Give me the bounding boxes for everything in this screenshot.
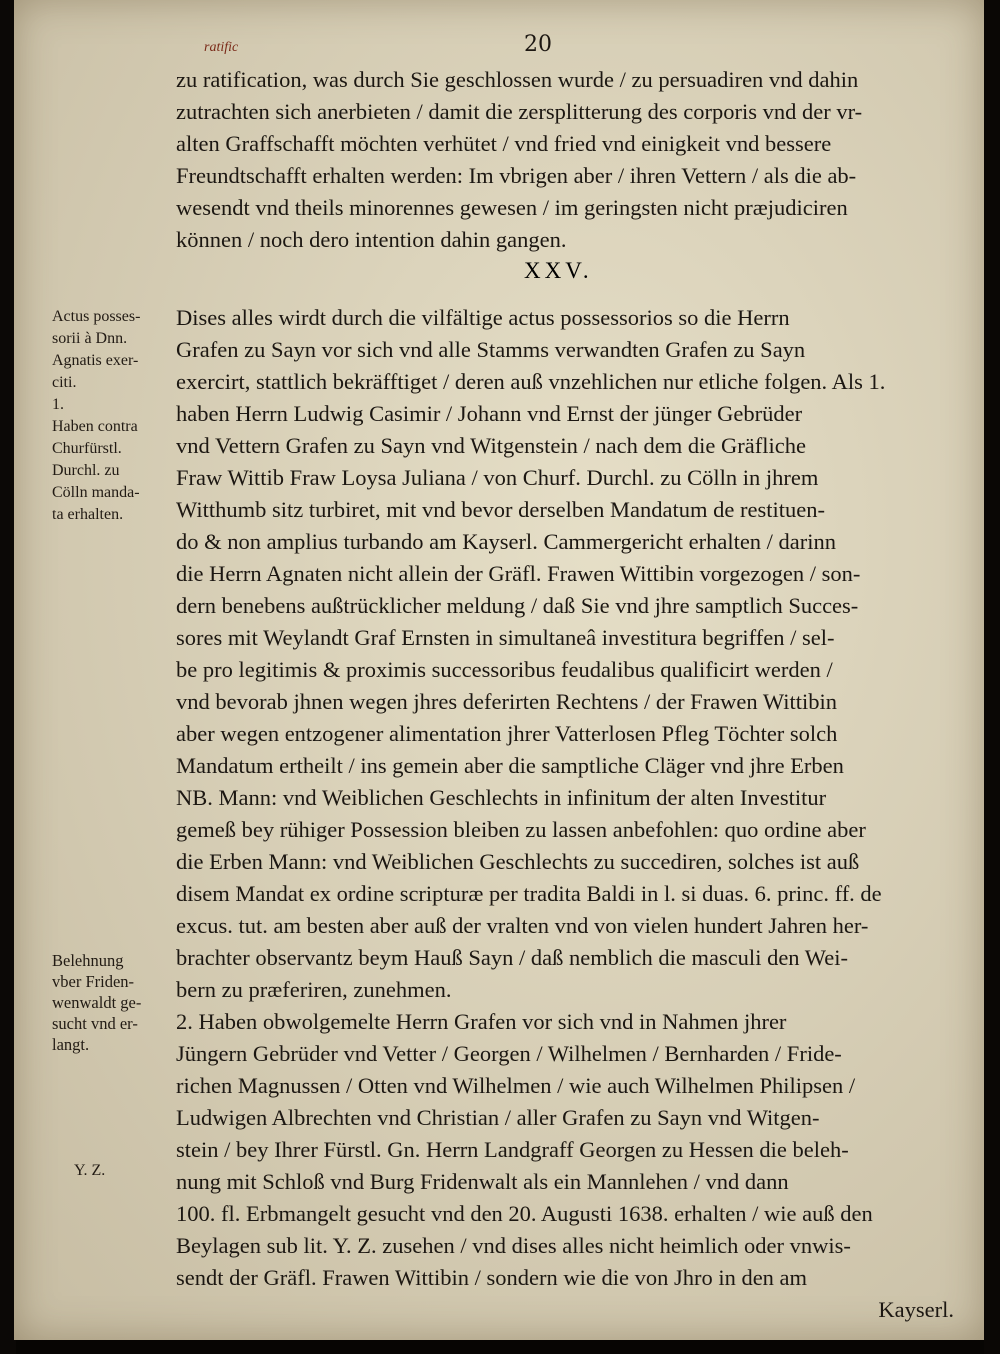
text-line: 2. Haben obwolgemelte Herrn Grafen vor sich vnd in Nahmen jhrer: [176, 1009, 787, 1034]
side-note-line: Agnatis exer-: [52, 352, 139, 369]
text-line: stein / bey Ihrer Fürstl. Gn. Herrn Landgraff Georgen zu Hessen die beleh-: [176, 1137, 849, 1162]
side-note-line: sorii à Dnn.: [52, 330, 128, 347]
book-page: [14, 0, 984, 1340]
text-line: 100. fl. Erbmangelt gesucht vnd den 20. Augusti 1638. erhalten / wie auß den: [176, 1201, 873, 1226]
section-heading: XXV.: [524, 258, 593, 283]
text-line: die Erben Mann: vnd Weiblichen Geschlechts zu succediren, solches ist auß: [176, 849, 860, 874]
text-line: be pro legitimis & proximis successoribus feudalibus qualificirt werden /: [176, 657, 833, 682]
side-note-line: Actus posses-: [52, 308, 141, 325]
text-line: Ludwigen Albrechten vnd Christian / aller Grafen zu Sayn vnd Witgen-: [176, 1105, 820, 1130]
text-line: disem Mandat ex ordine scripturæ per tradita Baldi in l. si duas. 6. princ. ff. de: [176, 881, 882, 906]
text-line: Jüngern Gebrüder vnd Vetter / Georgen / Wilhelmen / Bernharden / Fride-: [176, 1041, 842, 1066]
text-line: brachter observantz beym Hauß Sayn / daß nemblich die masculi den Wei-: [176, 945, 848, 970]
text-line: excus. tut. am besten aber auß der vralten vnd von vielen hundert Jahren her-: [176, 913, 869, 938]
text-line: aber wegen entzogener alimentation jhrer Vatterlosen Pfleg Töchter solch: [176, 721, 838, 746]
side-note-line: 1.: [52, 396, 64, 413]
text-line: exercirt, stattlich bekräfftiget / deren auß vnzehlichen nur etliche folgen. Als 1.: [176, 369, 886, 394]
side-note-actus: [52, 306, 140, 526]
text-line: gemeß bey rühiger Possession bleiben zu lassen anbefohlen: quo ordine aber: [176, 817, 866, 842]
handwritten-marginal-note: ratific: [204, 40, 239, 55]
text-line: do & non amplius turbando am Kayserl. Cammergericht erhalten / darinn: [176, 529, 837, 554]
text-line: zu ratification, was durch Sie geschlossen wurde / zu persuadiren vnd dahin: [176, 67, 859, 92]
text-line: zutrachten sich anerbieten / damit die zersplitterung des corporis vnd der vr-: [176, 99, 863, 124]
text-line: können / noch dero intention dahin gangen.: [176, 227, 567, 252]
side-note-line: Haben contra: [52, 418, 138, 435]
text-line: alten Graffschafft möchten verhütet / vnd fried vnd einigkeit vnd bessere: [176, 131, 832, 156]
side-note-line: wenwaldt ge-: [52, 993, 142, 1012]
text-line: Grafen zu Sayn vor sich vnd alle Stamms verwandten Grafen zu Sayn: [176, 337, 806, 362]
text-line: bern zu præferiren, zunehmen.: [176, 977, 452, 1002]
text-line: Beylagen sub lit. Y. Z. zusehen / vnd dises alles nicht heimlich oder vnwis-: [176, 1233, 851, 1258]
side-note-belehnung: [52, 950, 141, 1055]
side-note-line: Churfürstl.: [52, 440, 122, 457]
main-paragraph: [176, 302, 954, 1326]
side-note-line: Durchl. zu: [52, 462, 120, 479]
text-line: vnd bevorab jhnen wegen jhres deferirten Rechtens / der Frawen Wittibin: [176, 689, 837, 714]
side-note-line: Cölln manda-: [52, 484, 140, 501]
text-line: wesendt vnd theils minorennes gewesen / im geringsten nicht præjudiciren: [176, 195, 848, 220]
text-line: Mandatum ertheilt / ins gemein aber die samptliche Cläger vnd jhre Erben: [176, 753, 844, 778]
side-note-yz: Y. Z.: [74, 1162, 106, 1179]
text-line: dern benebens außtrücklicher meldung / daß Sie vnd jhre samptlich Succes-: [176, 593, 859, 618]
side-note-line: vber Friden-: [52, 972, 135, 991]
page-number: 20: [524, 32, 552, 57]
text-line: Fraw Wittib Fraw Loysa Juliana / von Churf. Durchl. zu Cölln in jhrem: [176, 465, 819, 490]
side-note-line: sucht vnd er-: [52, 1014, 138, 1033]
top-paragraph: [176, 64, 954, 256]
text-line: Freundtschafft erhalten werden: Im vbrigen aber / ihren Vettern / als die ab-: [176, 163, 857, 188]
side-note-line: Belehnung: [52, 951, 124, 970]
text-line: vnd Vettern Grafen zu Sayn vnd Witgenstein / nach dem die Gräfliche: [176, 433, 806, 458]
text-line: richen Magnussen / Otten vnd Wilhelmen / wie auch Wilhelmen Philipsen /: [176, 1073, 856, 1098]
text-line: sores mit Weylandt Graf Ernsten in simultaneâ investitura begriffen / sel-: [176, 625, 835, 650]
text-line: nung mit Schloß vnd Burg Fridenwalt als ein Mannlehen / vnd dann: [176, 1169, 789, 1194]
side-note-line: ta erhalten.: [52, 506, 124, 523]
text-line: Dises alles wirdt durch die vilfältige actus possessorios so die Herrn: [176, 305, 790, 330]
side-note-line: langt.: [52, 1035, 90, 1054]
scan-right-edge: [984, 0, 1000, 1354]
side-note-line: citi.: [52, 374, 77, 391]
text-line: NB. Mann: vnd Weiblichen Geschlechts in infinitum der alten Investitur: [176, 785, 827, 810]
text-line: Kayserl.: [878, 1297, 954, 1322]
text-line: haben Herrn Ludwig Casimir / Johann vnd Ernst der jünger Gebrüder: [176, 401, 803, 426]
text-line: sendt der Gräfl. Frawen Wittibin / sondern wie die von Jhro in den am: [176, 1265, 808, 1290]
text-line: Witthumb sitz turbiret, mit vnd bevor derselben Mandatum de restituen-: [176, 497, 825, 522]
text-line: die Herrn Agnaten nicht allein der Gräfl. Frawen Wittibin vorgezogen / son-: [176, 561, 861, 586]
